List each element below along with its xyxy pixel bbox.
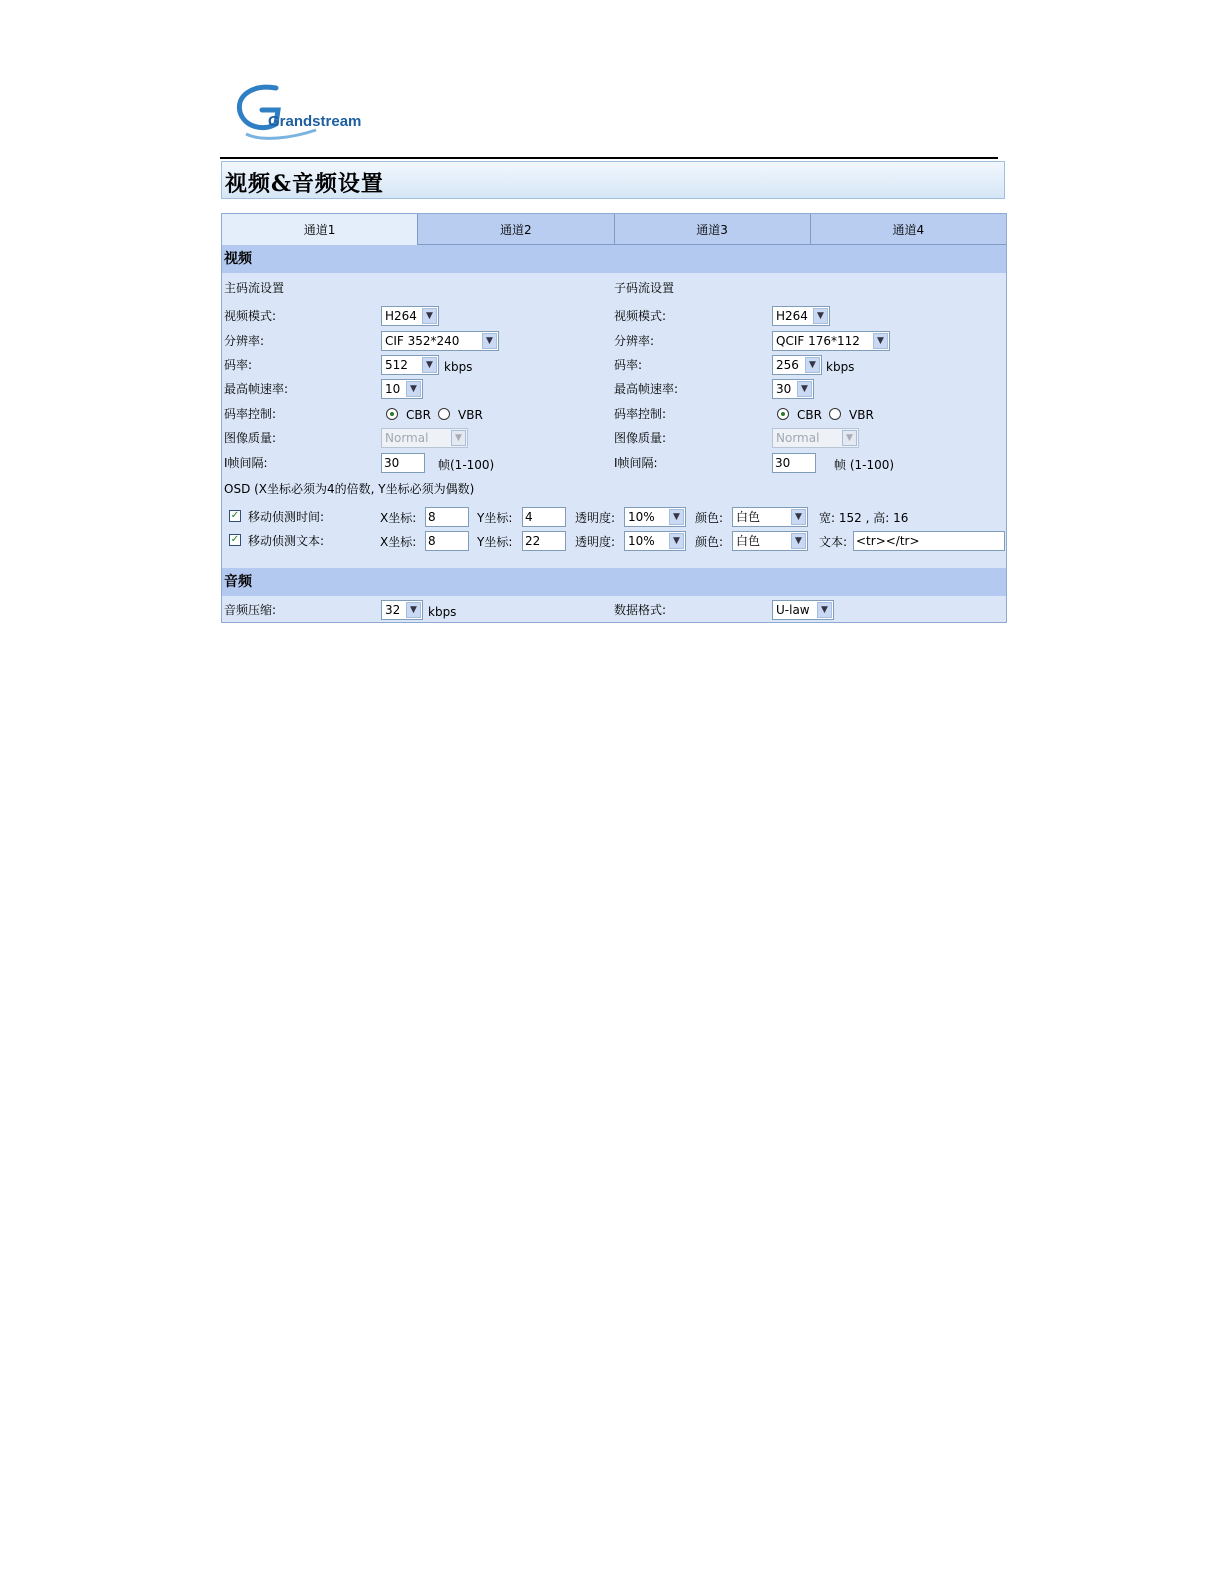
osd-text-text-input[interactable]: <tr></tr> (853, 531, 1005, 551)
osd-text-color-label: 颜色: (695, 535, 724, 549)
osd-time-y-input[interactable]: 4 (522, 507, 566, 527)
sub-fps-label: 最高帧速率: (614, 382, 679, 396)
chevron-down-icon: ▼ (406, 602, 421, 618)
chevron-down-icon: ▼ (451, 430, 466, 446)
chevron-down-icon: ▼ (842, 430, 857, 446)
tab-channel-2[interactable]: 通道2 (418, 214, 614, 245)
main-rate-control-label: 码率控制: (224, 407, 277, 421)
main-iframe-unit: 帧(1-100) (438, 458, 495, 472)
sub-quality-select[interactable] (772, 428, 859, 448)
main-cbr-label: CBR (406, 408, 431, 422)
chevron-down-icon: ▼ (406, 381, 421, 397)
audio-format-value: U-law (776, 603, 810, 617)
osd-text-x-label: X坐标: (380, 535, 417, 549)
main-bitrate-select[interactable] (381, 355, 439, 375)
sub-iframe-unit: 帧 (1-100) (834, 458, 895, 472)
page-title-bar (221, 161, 1005, 199)
main-iframe-label: I帧间隔: (224, 456, 268, 470)
chevron-down-icon: ▼ (797, 381, 812, 397)
sub-bitrate-select[interactable] (772, 355, 822, 375)
audio-compress-value: 32 (385, 603, 401, 617)
chevron-down-icon: ▼ (873, 333, 888, 349)
osd-text-y-label: Y坐标: (477, 535, 513, 549)
chevron-down-icon: ▼ (805, 357, 820, 373)
sub-fps-select[interactable] (772, 379, 814, 399)
sub-video-mode-select[interactable] (772, 306, 830, 326)
video-section-heading: 视频 (222, 245, 1006, 273)
chevron-down-icon: ▼ (791, 533, 806, 549)
main-video-mode-select[interactable] (381, 306, 439, 326)
chevron-down-icon: ▼ (422, 357, 437, 373)
tab-channel-3[interactable]: 通道3 (615, 214, 811, 245)
main-video-mode-value: H264 (385, 309, 417, 323)
osd-text-x-input[interactable]: 8 (425, 531, 469, 551)
osd-text-opacity-value: 10% (628, 534, 655, 548)
chevron-down-icon: ▼ (669, 533, 684, 549)
sub-bitrate-value: 256 (776, 358, 799, 372)
osd-time-opacity-select[interactable] (624, 507, 686, 527)
main-bitrate-unit: kbps (444, 360, 473, 374)
osd-time-color-label: 颜色: (695, 511, 724, 525)
main-video-mode-label: 视频模式: (224, 309, 277, 323)
audio-compress-unit: kbps (428, 605, 457, 619)
sub-video-mode-label: 视频模式: (614, 309, 667, 323)
sub-resolution-value: QCIF 176*112 (776, 334, 860, 348)
channel-tabs (222, 214, 1006, 245)
sub-video-mode-value: H264 (776, 309, 808, 323)
checkmark-icon: ✓ (230, 534, 240, 545)
sub-bitrate-label: 码率: (614, 358, 643, 372)
settings-panel (221, 213, 1007, 623)
main-cbr-radio[interactable] (386, 408, 398, 420)
sub-stream-heading: 子码流设置 (614, 281, 675, 295)
osd-time-opacity-label: 透明度: (575, 511, 616, 525)
tab-channel-4[interactable]: 通道4 (811, 214, 1006, 245)
osd-heading: OSD (X坐标必须为4的倍数, Y坐标必须为偶数) (224, 482, 475, 496)
chevron-down-icon: ▼ (817, 602, 832, 618)
main-fps-label: 最高帧速率: (224, 382, 289, 396)
osd-text-opacity-label: 透明度: (575, 535, 616, 549)
osd-text-text-label: 文本: (819, 535, 848, 549)
osd-time-size-text: 宽: 152 , 高: 16 (819, 511, 909, 525)
sub-quality-label: 图像质量: (614, 431, 667, 445)
osd-text-color-value: 白色 (736, 534, 761, 548)
sub-vbr-label: VBR (849, 408, 874, 422)
main-resolution-value: CIF 352*240 (385, 334, 460, 348)
osd-text-y-input[interactable]: 22 (522, 531, 566, 551)
page-title: 视频&音频设置 (225, 171, 384, 197)
osd-time-color-value: 白色 (736, 510, 761, 524)
osd-time-x-input[interactable]: 8 (425, 507, 469, 527)
osd-time-color-select[interactable] (732, 507, 808, 527)
chevron-down-icon: ▼ (669, 509, 684, 525)
sub-quality-value: Normal (776, 431, 820, 445)
sub-iframe-input[interactable]: 30 (772, 453, 816, 473)
osd-text-opacity-select[interactable] (624, 531, 686, 551)
osd-time-x-label: X坐标: (380, 511, 417, 525)
osd-time-checkbox[interactable] (229, 510, 241, 522)
main-resolution-label: 分辨率: (224, 334, 265, 348)
sub-resolution-label: 分辨率: (614, 334, 655, 348)
audio-compress-select[interactable] (381, 600, 423, 620)
osd-time-opacity-value: 10% (628, 510, 655, 524)
main-quality-label: 图像质量: (224, 431, 277, 445)
main-fps-value: 10 (385, 382, 401, 396)
sub-vbr-radio[interactable] (829, 408, 841, 420)
osd-text-color-select[interactable] (732, 531, 808, 551)
header-divider (220, 157, 998, 159)
osd-text-checkbox[interactable] (229, 534, 241, 546)
sub-cbr-radio[interactable] (777, 408, 789, 420)
chevron-down-icon: ▼ (482, 333, 497, 349)
chevron-down-icon: ▼ (422, 308, 437, 324)
osd-text-label: 移动侦测文本: (248, 534, 325, 548)
chevron-down-icon: ▼ (791, 509, 806, 525)
chevron-down-icon: ▼ (813, 308, 828, 324)
sub-rate-control-label: 码率控制: (614, 407, 667, 421)
main-quality-value: Normal (385, 431, 429, 445)
audio-compress-label: 音频压缩: (224, 603, 277, 617)
sub-resolution-select[interactable] (772, 331, 890, 351)
audio-section-heading: 音频 (222, 568, 1006, 596)
osd-time-label: 移动侦测时间: (248, 510, 325, 524)
main-bitrate-label: 码率: (224, 358, 253, 372)
tab-channel-1[interactable]: 通道1 (222, 214, 418, 245)
sub-iframe-label: I帧间隔: (614, 456, 658, 470)
main-vbr-radio[interactable] (438, 408, 450, 420)
main-resolution-select[interactable] (381, 331, 499, 351)
main-vbr-label: VBR (458, 408, 483, 422)
audio-format-select[interactable] (772, 600, 834, 620)
main-iframe-input[interactable]: 30 (381, 453, 425, 473)
sub-bitrate-unit: kbps (826, 360, 855, 374)
audio-format-label: 数据格式: (614, 603, 667, 617)
grandstream-logo (232, 80, 362, 144)
main-fps-select[interactable] (381, 379, 423, 399)
main-bitrate-value: 512 (385, 358, 408, 372)
main-quality-select[interactable] (381, 428, 468, 448)
sub-fps-value: 30 (776, 382, 792, 396)
main-stream-heading: 主码流设置 (224, 281, 285, 295)
checkmark-icon: ✓ (230, 510, 240, 521)
osd-time-y-label: Y坐标: (477, 511, 513, 525)
sub-cbr-label: CBR (797, 408, 822, 422)
svg-text:Grandstream: Grandstream (268, 113, 362, 130)
